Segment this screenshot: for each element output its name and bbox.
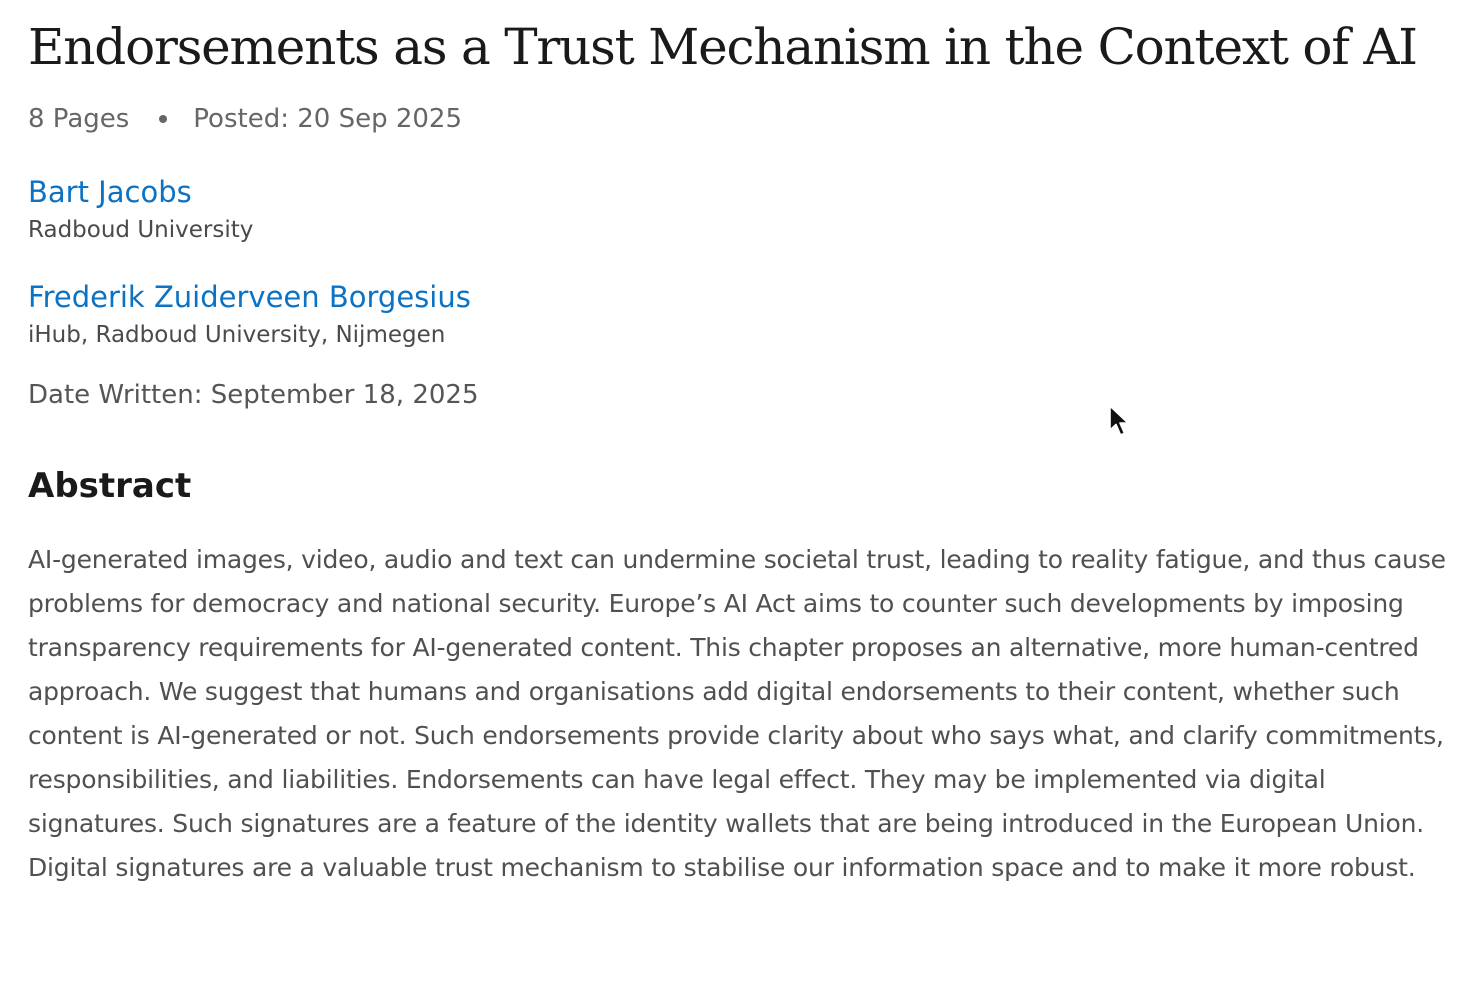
author-link[interactable]: Frederik Zuiderveen Borgesius — [28, 280, 471, 314]
mouse-pointer-icon — [1108, 404, 1130, 438]
date-written: Date Written: September 18, 2025 — [28, 380, 479, 410]
abstract-heading: Abstract — [28, 466, 192, 506]
author-block — [28, 174, 1458, 245]
paper-page — [28, 14, 1458, 915]
posted-date: Posted: 20 Sep 2025 — [193, 104, 463, 134]
author-affiliation: iHub, Radboud University, Nijmegen — [28, 322, 446, 348]
paper-meta — [28, 102, 1458, 136]
abstract-text: AI-generated images, video, audio and text can undermine societal trust, leading to reality fatigue, and thus cause problems for democracy and national security. Europe’s AI Act aims to counter such developments by imposing transparency requirements for AI-generated content. This chapter proposes an alternative, more human-centred approach. We suggest that humans and organisations add digital endorsements to their content, whether such content is AI-generated or not. Such endorsements provide clarity about who says what, and clarify commitments, responsibilities, and liabilities. Endorsements can have legal effect. They may be implemented via digital signatures. Such signatures are a feature of the identity wallets that are being introduced in the European Union. Digital signatures are a valuable trust mechanism to stabilise our information space and to make it more robust. — [28, 545, 1446, 882]
page-count: 8 Pages — [28, 104, 130, 134]
author-block — [28, 279, 1458, 350]
author-link[interactable]: Bart Jacobs — [28, 175, 192, 209]
bullet-separator — [159, 115, 167, 123]
paper-title: Endorsements as a Trust Mechanism in the Context of AI — [28, 18, 1417, 76]
author-affiliation: Radboud University — [28, 217, 254, 243]
